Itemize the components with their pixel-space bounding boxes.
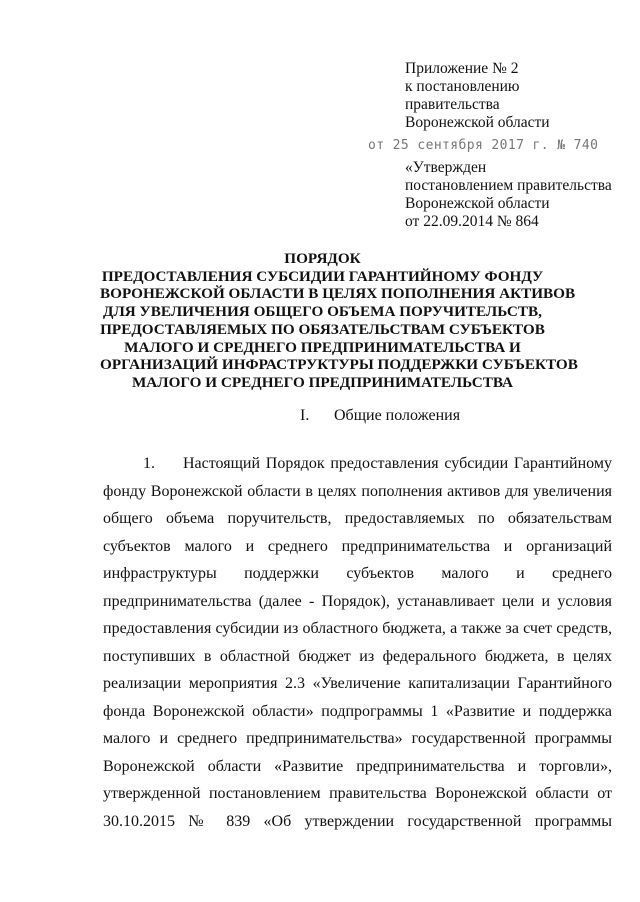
appendix-line: правительства [405, 96, 500, 113]
paragraph-line: фонду Воронежской области в целях пополнения активов для увеличения [103, 482, 612, 500]
paragraph-line: субъектов малого и среднего предпринимательства и организаций [103, 537, 612, 555]
title-line: ПРЕДОСТАВЛЯЕМЫХ ПО ОБЯЗАТЕЛЬСТВАМ СУБЪЕКТОВ [100, 320, 545, 338]
section-number: I. [300, 407, 310, 424]
paragraph-line: предпринимательства (далее - Порядок), устанавливает цели и условия [103, 592, 612, 610]
approved-line: от 22.09.2014 № 864 [405, 213, 539, 230]
date-stamp: от 25 сентября 2017 г. № 740 [368, 138, 599, 153]
paragraph-line: утвержденной постановлением правительства Воронежской области от [103, 785, 612, 802]
paragraph-number: 1. [143, 455, 155, 472]
document-title [100, 250, 578, 392]
title-line: ПОРЯДОК [284, 250, 361, 267]
paragraph-line [103, 450, 612, 478]
paragraph-line: 30.10.2015 № 839 «Об утверждении государственной программы [103, 812, 612, 830]
section-name: Общие положения [334, 407, 461, 424]
appendix-line: Воронежской области [405, 114, 550, 131]
title-line: ДЛЯ УВЕЛИЧЕНИЯ ОБЩЕГО ОБЪЕМА ПОРУЧИТЕЛЬСТВ, [103, 303, 542, 321]
paragraph-line: инфраструктуры поддержки субъектов малого и среднего [103, 565, 612, 582]
paragraph-line-text: Настоящий Порядок предоставления субсидии Гарантийному [183, 455, 612, 472]
paragraph-line: реализации мероприятия 2.3 «Увеличение капитализации Гарантийного [103, 675, 612, 692]
paragraph-1 [103, 450, 612, 835]
appendix-line: к постановлению [405, 78, 520, 95]
paragraph-line: поступивших в областной бюджет из федерального бюджета, в целях [103, 647, 612, 665]
title-line: ОРГАНИЗАЦИЙ ИНФРАСТРУКТУРЫ ПОДДЕРЖКИ СУБЪЕКТОВ [100, 356, 578, 374]
approved-line: постановлением правительства [405, 177, 612, 194]
title-line: ПРЕДОСТАВЛЕНИЯ СУБСИДИИ ГАРАНТИЙНОМУ ФОНДУ [101, 267, 544, 285]
approved-line: Воронежской области [405, 195, 550, 212]
paragraph-line: предоставления субсидии из областного бюджета, а также за счет средств, [103, 620, 612, 637]
paragraph-line: общего объема поручительств, предоставляемых по обязательствам [103, 510, 612, 527]
title-line: ВОРОНЕЖСКОЙ ОБЛАСТИ В ЦЕЛЯХ ПОПОЛНЕНИЯ АКТИВОВ [100, 285, 576, 303]
title-line: МАЛОГО И СРЕДНЕГО ПРЕДПРИНИМАТЕЛЬСТВА [131, 373, 514, 391]
appendix-line: Приложение № 2 [405, 60, 519, 77]
paragraph-line: фонда Воронежской области» подпрограммы 1 «Развитие и поддержка [103, 702, 612, 720]
title-line: МАЛОГО И СРЕДНЕГО ПРЕДПРИНИМАТЕЛЬСТВА И [124, 338, 521, 356]
paragraph-line: Воронежской области «Развитие предпринимательства и торговли», [103, 757, 612, 775]
paragraph-line: малого и среднего предпринимательства» государственной программы [103, 730, 612, 747]
approved-line: «Утвержден [405, 159, 487, 176]
appendix-header [368, 60, 630, 231]
